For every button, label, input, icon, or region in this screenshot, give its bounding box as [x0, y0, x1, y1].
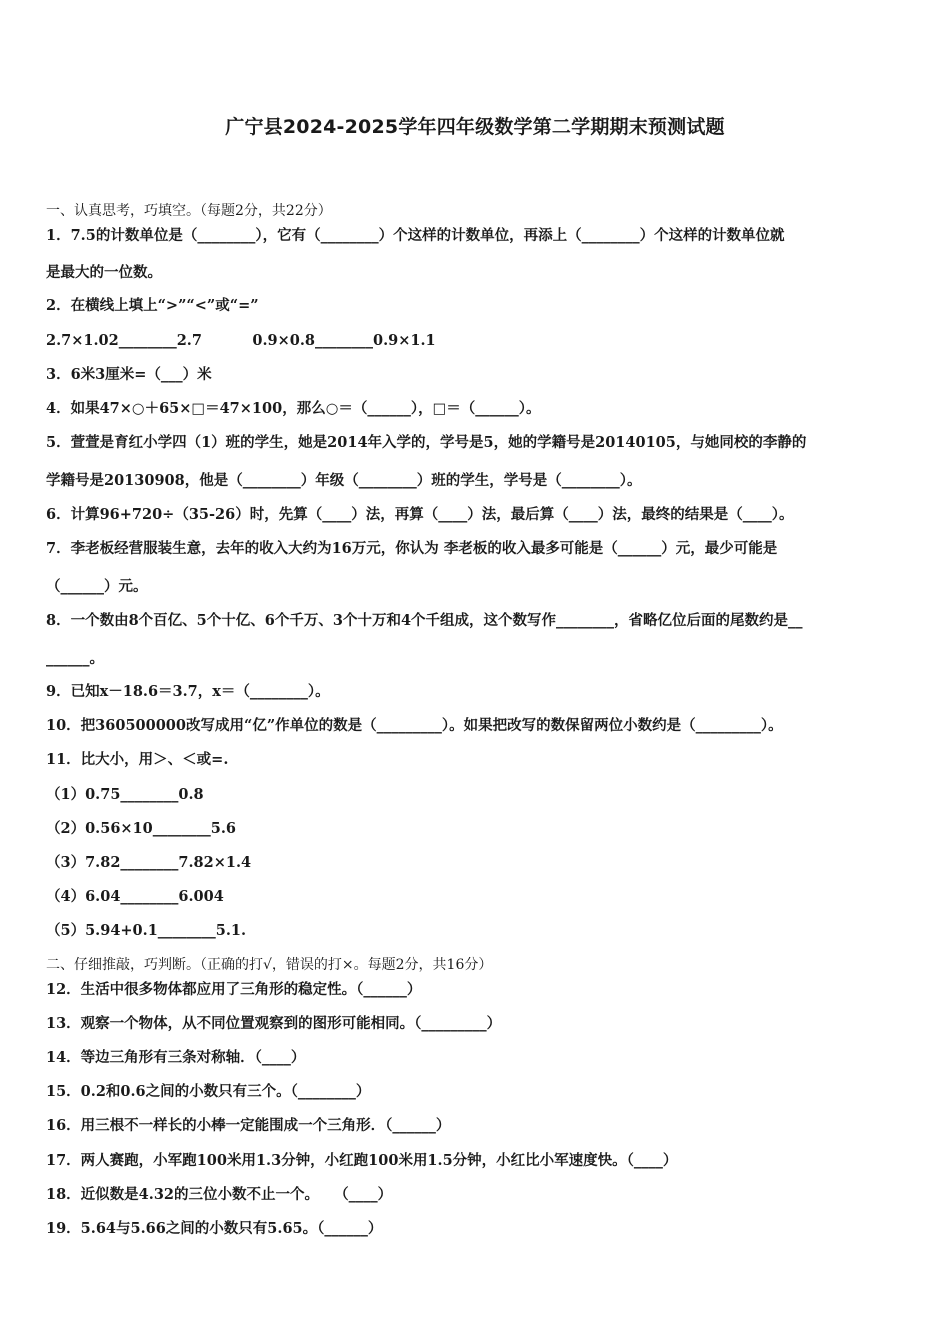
question-10: 10．把360500000改写成用“亿”作单位的数是（_________）。如果把改写的数保留两位小数约是（_________）。 — [46, 717, 783, 734]
question-18: 18．近似数是4.32的三位小数不止一个。 （____） — [46, 1186, 393, 1203]
question-1-line-1: 1．7.5的计数单位是（________），它有（________）个这样的计数单位，再添上（________）个这样的计数单位就 — [46, 227, 785, 244]
question-7-line-2: （______）元。 — [46, 578, 148, 595]
section-2-heading: 二、仔细推敲，巧判断。（正确的打√，错误的打×。每题2分，共16分） — [46, 957, 493, 973]
question-11-item-4: （4）6.04________6.004 — [46, 888, 224, 905]
question-11-item-3: （3）7.82________7.82×1.4 — [46, 854, 252, 871]
question-12: 12．生活中很多物体都应用了三角形的稳定性。（______） — [46, 981, 422, 998]
question-7-line-1: 7．李老板经营服装生意，去年的收入大约为16万元，你认为 李老板的收入最多可能是（______）元，最少可能是 — [46, 540, 778, 557]
question-11-item-2: （2）0.56×10________5.6 — [46, 820, 236, 837]
question-14: 14．等边三角形有三条对称轴．（____） — [46, 1049, 306, 1066]
section-1-heading: 一、认真思考，巧填空。（每题2分，共22分） — [46, 203, 332, 219]
question-11-item-1: （1）0.75________0.8 — [46, 786, 204, 803]
question-4: 4．如果47×○＋65×□＝47×100，那么○＝（______），□＝（______）。 — [46, 400, 541, 417]
question-6: 6．计算96+720÷（35-26）时，先算（____）法，再算（____）法，最后算（____）法，最终的结果是（____）。 — [46, 506, 794, 523]
question-19: 19．5.64与5.66之间的小数只有5.65。（______） — [46, 1220, 383, 1237]
question-13: 13．观察一个物体，从不同位置观察到的图形可能相同。（_________） — [46, 1015, 502, 1032]
question-15: 15．0.2和0.6之间的小数只有三个。（________） — [46, 1083, 371, 1100]
page-title: 广宁县2024-2025学年四年级数学第二学期期末预测试题 — [225, 116, 725, 138]
question-5-line-2: 学籍号是20130908，他是（________）年级（________）班的学生，学号是（________）。 — [46, 472, 642, 489]
question-8-line-2: ______。 — [46, 650, 104, 667]
question-3: 3．6米3厘米=（___）米 — [46, 366, 212, 383]
question-17: 17．两人赛跑，小军跑100米用1.3分钟，小红跑100米用1.5分钟，小红比小军速度快。（____） — [46, 1152, 678, 1169]
question-11-item-5: （5）5.94+0.1________5.1. — [46, 922, 247, 939]
question-1-line-2: 是最大的一位数。 — [46, 264, 162, 281]
question-11: 11．比大小，用＞、＜或=. — [46, 751, 229, 768]
question-8-line-1: 8．一个数由8个百亿、5个十亿、6个千万、3个十万和4个千组成，这个数写作________，省略亿位后面的尾数约是__ — [46, 612, 803, 629]
question-2-items: 2.7×1.02________2.7 0.9×0.8________0.9×1.1 — [46, 332, 436, 349]
question-9: 9．已知x－18.6＝3.7，x＝（________）。 — [46, 683, 330, 700]
question-16: 16．用三根不一样长的小棒一定能围成一个三角形．（______） — [46, 1117, 451, 1134]
question-2: 2．在横线上填上“>”“<”或“=” — [46, 297, 259, 314]
question-5-line-1: 5．萱萱是育红小学四（1）班的学生，她是2014年入学的，学号是5，她的学籍号是20140105，与她同校的李静的 — [46, 434, 807, 451]
